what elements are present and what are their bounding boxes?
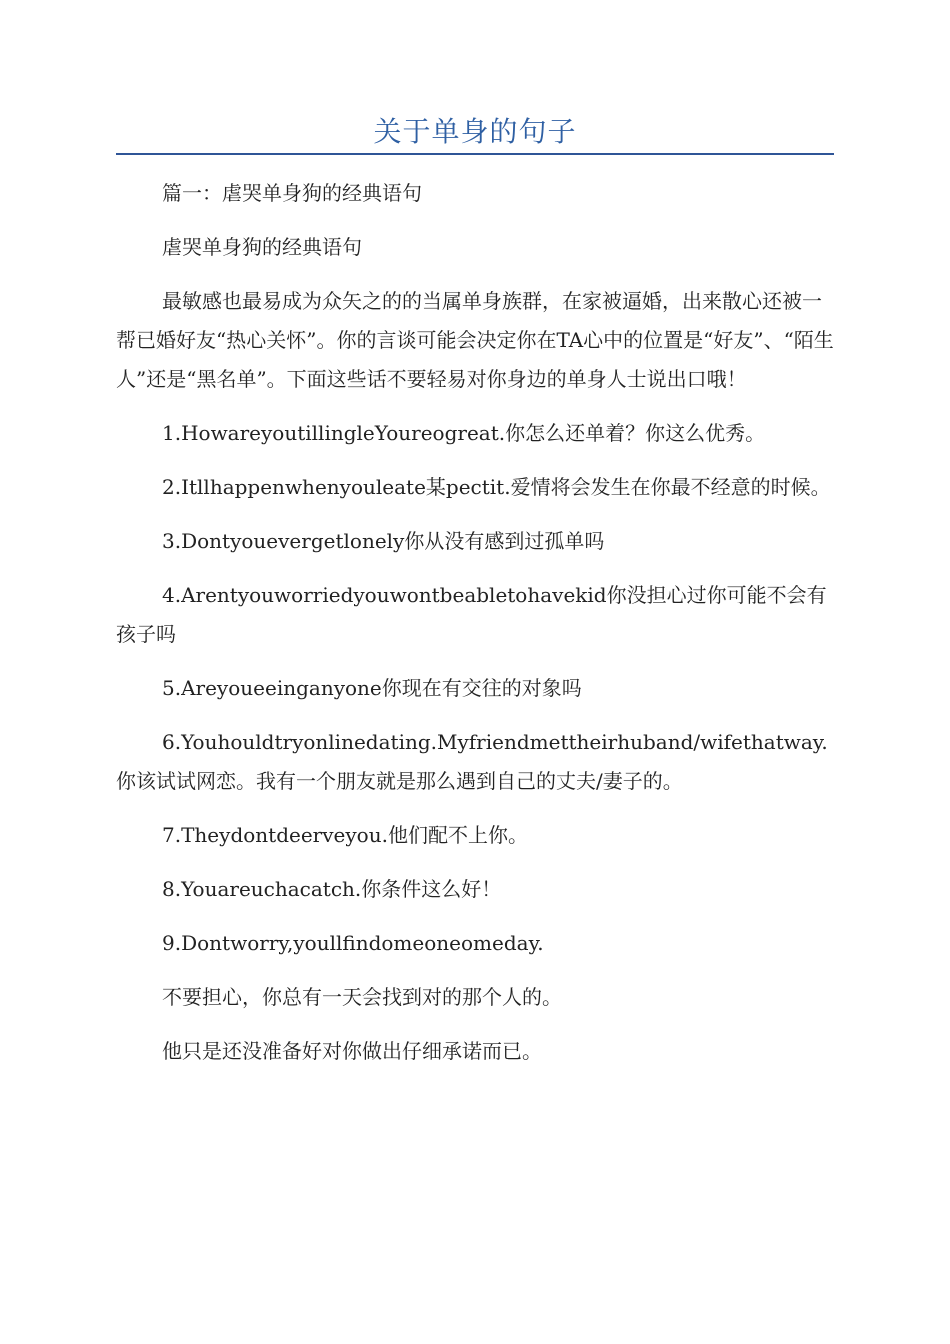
- list-item: 6.Youhouldtryonlinedating.Myfriendmettheirhuband/wifethatway.你该试试网恋。我有一个朋友就是那么遇到自己的丈夫/妻子的。: [116, 730, 828, 793]
- section-heading: 篇一：虐哭单身狗的经典语句: [162, 181, 422, 205]
- list-item: 3.Dontyouevergetlonely你从没有感到过孤单吗: [162, 529, 605, 553]
- list-item: 1.HowareyoutillingleYoureogreat.你怎么还单着？你这么优秀。: [162, 421, 766, 445]
- title-underline: [116, 153, 834, 155]
- list-item: 5.Areyoueeinganyone你现在有交往的对象吗: [162, 676, 582, 700]
- subheading: 虐哭单身狗的经典语句: [162, 235, 362, 259]
- list-item: 2.Itllhappenwhenyouleate某pectit.爱情将会发生在你最不经意的时候。: [162, 475, 831, 499]
- list-item: 9.Dontworry,youllfindomeoneomeday.: [162, 931, 544, 955]
- list-item: 7.Theydontdeerveyou.他们配不上你。: [162, 823, 528, 847]
- list-item: 8.Youareuchacatch.你条件这么好！: [162, 877, 502, 901]
- body-paragraph: 他只是还没准备好对你做出仔细承诺而已。: [162, 1039, 542, 1063]
- list-item: 4.Arentyouworriedyouwontbeabletohavekid你没担心过你可能不会有孩子吗: [116, 583, 827, 646]
- document-body: [116, 174, 834, 1086]
- intro-paragraph: 最敏感也最易成为众矢之的的当属单身族群，在家被逼婚，出来散心还被一帮已婚好友“热心关怀”。你的言谈可能会决定你在TA心中的位置是“好友”、“陌生人”还是“黑名单”。下面这些话不要轻易对你身边的单身人士说出口哦！: [116, 289, 834, 391]
- body-paragraph: 不要担心，你总有一天会找到对的那个人的。: [162, 985, 562, 1009]
- document-title: 关于单身的句子: [373, 115, 577, 148]
